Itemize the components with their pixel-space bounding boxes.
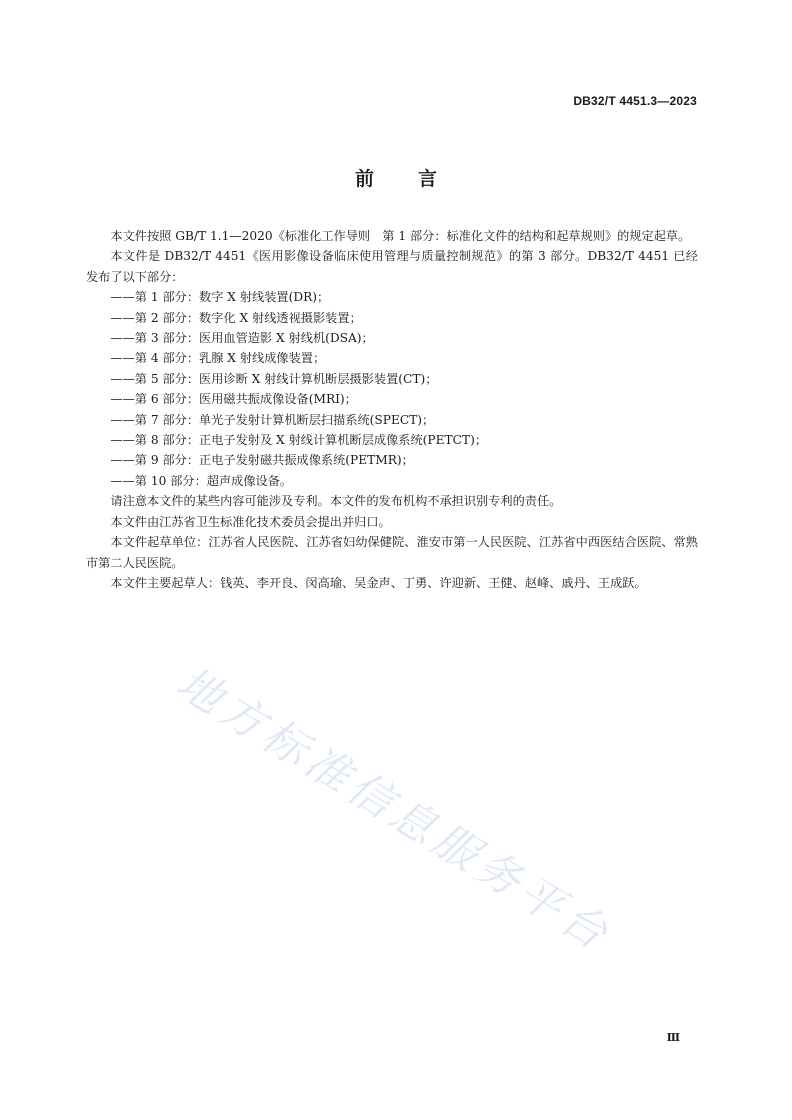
- list-item: ——第 1 部分：数字 X 射线装置(DR)；: [110, 290, 330, 305]
- list-item: ——第 7 部分：单光子发射计算机断层扫描系统(SPECT)；: [110, 412, 435, 427]
- paragraph-series-intro: 本文件是 DB32/T 4451《医用影像设备临床使用管理与质量控制规范》的第 3 部分。DB32/T 4451 已经发布了以下部分：: [86, 249, 698, 284]
- paragraph-drafting-rules: 本文件按照 GB/T 1.1—2020《标准化工作导则 第 1 部分：标准化文件的结构和起草规则》的规定起草。: [110, 229, 691, 243]
- page-title: 前言: [354, 168, 481, 190]
- document-body: [86, 226, 698, 593]
- list-item: ——第 6 部分：医用磁共振成像设备(MRI)；: [110, 392, 357, 407]
- list-item: ——第 9 部分：正电子发射磁共振成像系统(PETMR)；: [110, 453, 414, 468]
- page-number: Ⅲ: [666, 1031, 680, 1044]
- list-item: ——第 5 部分：医用诊断 X 射线计算机断层摄影装置(CT)；: [110, 371, 438, 386]
- paragraph-proposer: 本文件由江苏省卫生标准化技术委员会提出并归口。: [110, 514, 391, 529]
- list-item: ——第 3 部分：医用血管造影 X 射线机(DSA)；: [110, 331, 374, 346]
- parts-list: [86, 287, 698, 491]
- paragraph-main-drafters: 本文件主要起草人：钱英、李开良、闵高瑜、吴金声、丁勇、许迎新、王健、赵峰、戚丹、王成跃。: [110, 575, 647, 590]
- paragraph-patent-notice: 请注意本文件的某些内容可能涉及专利。本文件的发布机构不承担识别专利的责任。: [110, 494, 562, 509]
- document-code: DB32/T 4451.3—2023: [573, 94, 697, 108]
- paragraph-drafting-units: 本文件起草单位：江苏省人民医院、江苏省妇幼保健院、淮安市第一人民医院、江苏省中西医结合医院、常熟市第二人民医院。: [86, 535, 698, 570]
- list-item: ——第 8 部分：正电子发射及 X 射线计算机断层成像系统(PETCT)；: [110, 433, 488, 448]
- list-item: ——第 4 部分：乳腺 X 射线成像装置；: [110, 351, 326, 366]
- list-item: ——第 10 部分：超声成像设备。: [110, 473, 293, 488]
- list-item: ——第 2 部分：数字化 X 射线透视摄影装置；: [110, 310, 362, 325]
- watermark-text: 地方标准信息服务平台: [167, 657, 621, 963]
